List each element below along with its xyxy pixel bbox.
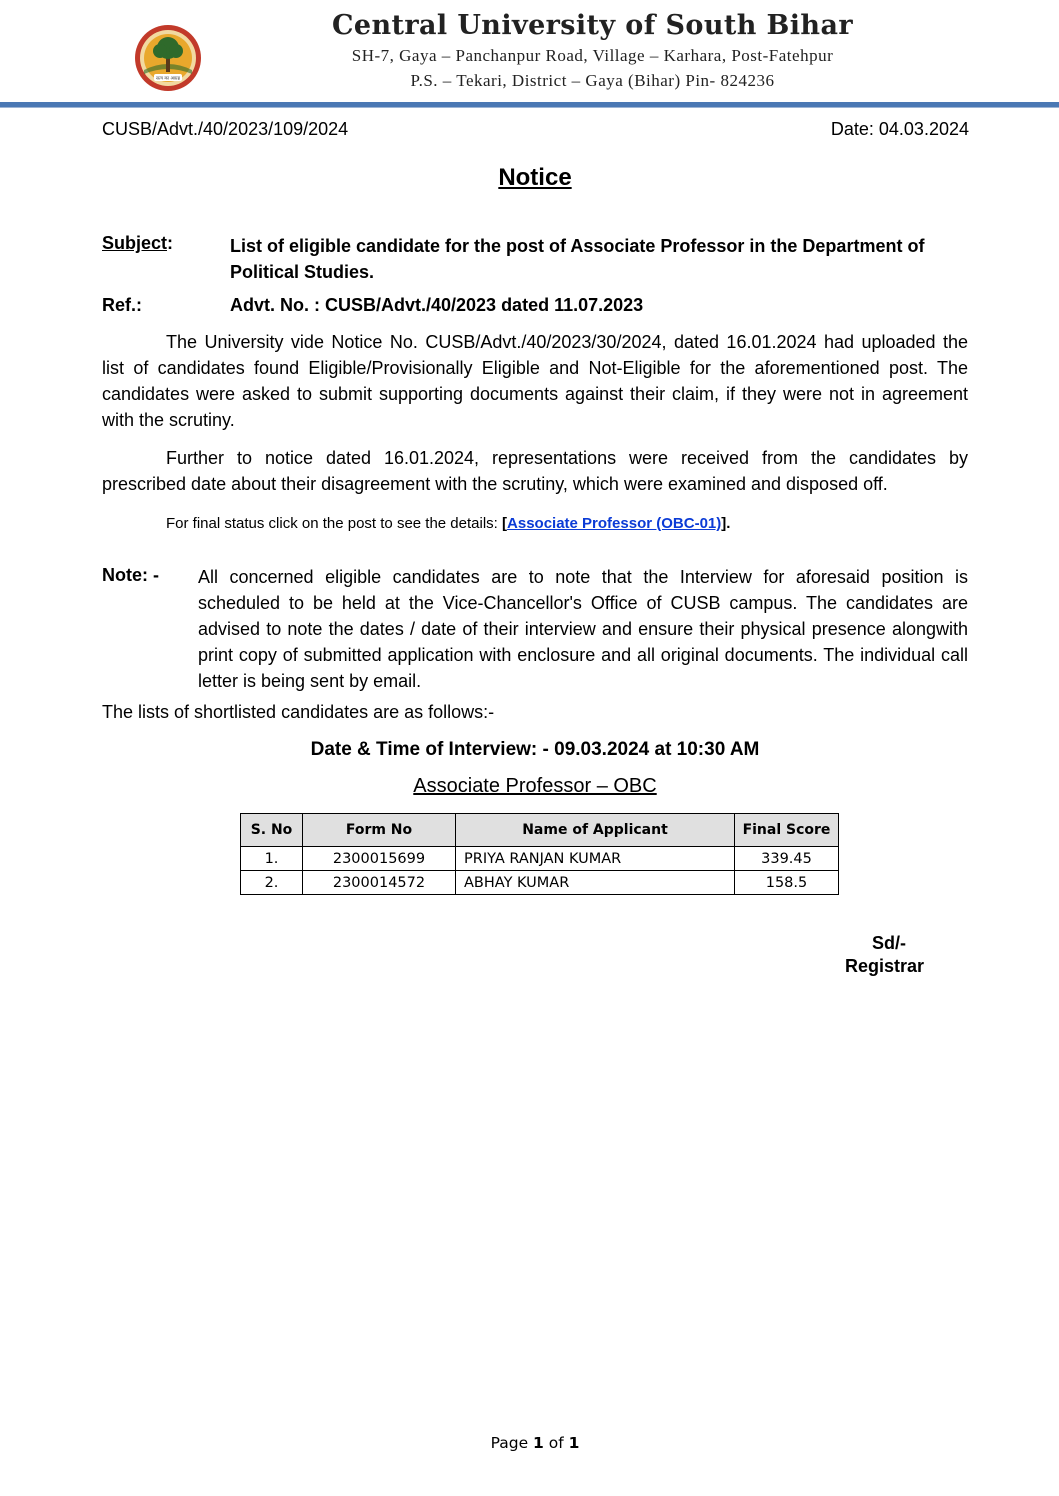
ref-label: Ref.:	[102, 295, 142, 315]
note-label: Note: -	[102, 565, 159, 585]
table-row	[241, 871, 839, 895]
page-current: 1	[533, 1434, 544, 1452]
cell-form-no: 2300014572	[303, 871, 456, 895]
cell-name: PRIYA RANJAN KUMAR	[456, 847, 735, 871]
cell-score: 158.5	[735, 871, 839, 895]
university-name: Central University of South Bihar	[332, 10, 853, 41]
cell-sno: 1.	[241, 847, 303, 871]
page-of-word: of	[543, 1434, 569, 1452]
cell-score: 339.45	[735, 847, 839, 871]
cell-name: ABHAY KUMAR	[456, 871, 735, 895]
subject-label-text: Subject	[102, 233, 168, 253]
interview-datetime: Date & Time of Interview: - 09.03.2024 at 10:30 AM	[310, 739, 760, 760]
header-rule-shadow	[0, 107, 1059, 108]
university-logo	[134, 24, 202, 92]
signature-sd: Sd/-	[872, 933, 906, 953]
logo-motto: सत्य का आग्रह	[156, 76, 180, 82]
page-word: Page	[490, 1434, 534, 1452]
page-title: Notice	[498, 164, 572, 191]
associate-professor-obc-link[interactable]: Associate Professor (OBC-01)	[507, 515, 722, 532]
subject-label	[102, 233, 173, 254]
cell-sno: 2.	[241, 871, 303, 895]
final-status-prefix: For final status click on the post to see the details:	[166, 515, 503, 532]
lists-intro: The lists of shortlisted candidates are as follows:-	[102, 702, 495, 722]
subject-text: List of eligible candidate for the post of Associate Professor in the Department of Political Studies.	[230, 236, 925, 282]
page-number	[0, 1434, 1059, 1452]
reference-number: CUSB/Advt./40/2023/109/2024	[102, 119, 349, 139]
paragraph-1: The University vide Notice No. CUSB/Advt./40/2023/30/2024, dated 16.01.2024 had uploaded the list of candidates found Eligible/Provisionally Eligible and Not-Eligible for the aforementioned post. The candidates were asked to submit supporting documents against their claim, if they were not in agreement with the scrutiny.	[102, 332, 968, 430]
table-title: Associate Professor – OBC	[413, 775, 657, 797]
paragraph-2: Further to notice dated 16.01.2024, representations were received from the candidates by prescribed date about their disagreement with the scrutiny, which were examined and disposed off.	[102, 448, 968, 494]
page-total: 1	[568, 1434, 580, 1452]
table-header-row	[241, 814, 839, 847]
col-header-score: Final Score	[735, 814, 839, 847]
signature-designation: Registrar	[845, 956, 925, 976]
col-header-sno: S. No	[241, 814, 303, 847]
final-status-bracket-open: [	[502, 515, 508, 532]
ref-text: Advt. No. : CUSB/Advt./40/2023 dated 11.07.2023	[230, 295, 644, 315]
candidates-table	[240, 813, 839, 895]
col-header-name: Name of Applicant	[456, 814, 735, 847]
final-status-line	[166, 515, 730, 532]
subject-colon: :	[167, 233, 174, 253]
notice-date: Date: 04.03.2024	[830, 119, 969, 139]
table-row	[241, 847, 839, 871]
col-header-form-no: Form No	[303, 814, 456, 847]
final-status-suffix: ].	[721, 515, 731, 532]
address-line-1: SH-7, Gaya – Panchanpur Road, Village – Karhara, Post-Fatehpur	[351, 46, 834, 65]
cell-form-no: 2300015699	[303, 847, 456, 871]
note-text: All concerned eligible candidates are to note that the Interview for aforesaid position is scheduled to be held at the Vice-Chancellor's Office of CUSB campus. The candidates are advised to note the dates / date of their interview and ensure their physical presence alongwith print copy of submitted application with enclosure and all original documents. The individual call letter is being sent by email.	[198, 567, 968, 691]
address-line-2: P.S. – Tekari, District – Gaya (Bihar) Pin- 824236	[410, 71, 775, 90]
